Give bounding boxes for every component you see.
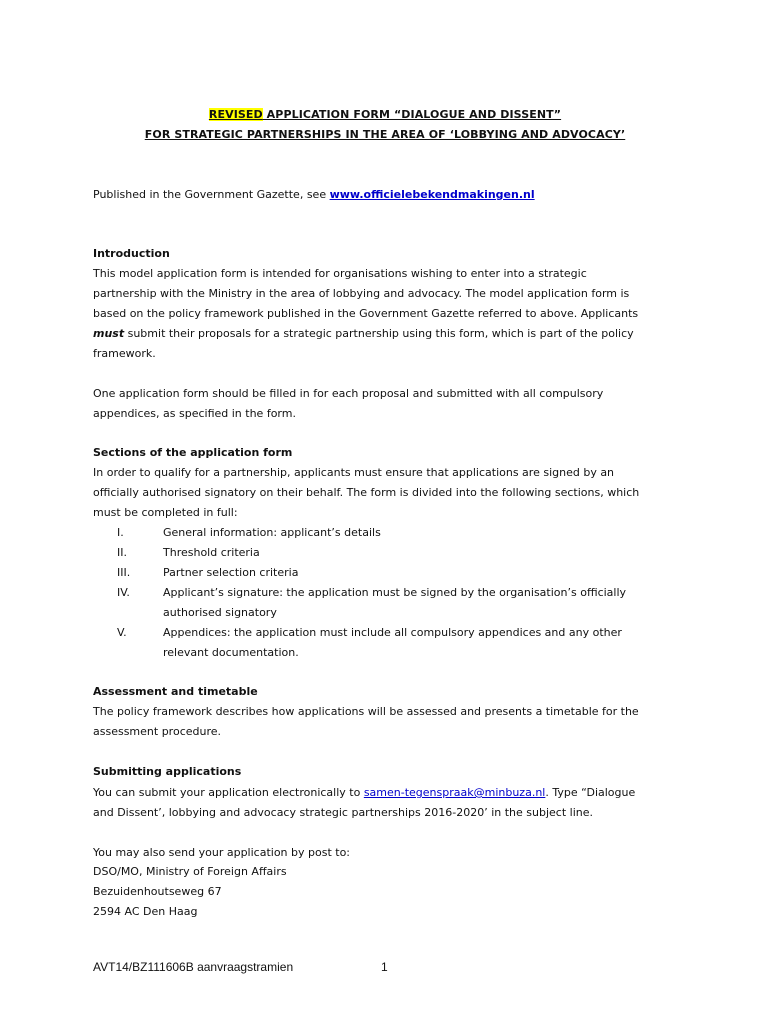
assessment-line-1: The policy framework describes how applications will be assessed and presents a timetable for the <box>93 705 639 718</box>
intro-line-5: framework. <box>93 347 156 360</box>
revised-highlight: REVISED <box>208 108 263 121</box>
submitting-heading: Submitting applications <box>93 765 242 778</box>
form-title-rest: APPLICATION FORM “DIALOGUE AND DISSENT” <box>262 108 562 121</box>
introduction-heading: Introduction <box>93 247 170 260</box>
list-item-number: IV. <box>117 586 130 599</box>
submitting-prefix: You can submit your application electronically to <box>93 786 364 799</box>
footer-page-number: 1 <box>381 960 388 974</box>
list-item: Partner selection criteria <box>163 566 299 579</box>
footer-doc-reference: AVT14/BZ111606B aanvraagstramien <box>93 960 294 974</box>
intro-p2-line-1: One application form should be filled in for each proposal and submitted with all compulsory <box>93 387 604 400</box>
submitting-line-1 <box>93 786 635 800</box>
submitting-suffix: . Type “Dialogue <box>545 786 636 799</box>
assessment-heading: Assessment and timetable <box>93 685 258 698</box>
form-title-line-2: FOR STRATEGIC PARTNERSHIPS IN THE AREA OF ‘LOBBYING AND ADVOCACY’ <box>144 128 626 141</box>
list-item: Threshold criteria <box>163 546 260 559</box>
published-line <box>93 188 535 202</box>
intro-line-2: partnership with the Ministry in the area of lobbying and advocacy. The model application form is <box>93 287 630 300</box>
must-emphasis: must <box>93 327 125 340</box>
list-item-number: II. <box>117 546 127 559</box>
sections-line-3: must be completed in full: <box>93 506 238 519</box>
address-line-3: 2594 AC Den Haag <box>93 905 198 918</box>
list-item-number: I. <box>117 526 124 539</box>
intro-line-4-rest: submit their proposals for a strategic partnership using this form, which is part of the policy <box>124 327 634 340</box>
submitting-line-2: and Dissent’, lobbying and advocacy strategic partnerships 2016-2020’ in the subject line. <box>93 806 593 819</box>
sections-line-1: In order to qualify for a partnership, applicants must ensure that applications are signed by an <box>93 466 615 479</box>
post-intro: You may also send your application by post to: <box>93 846 351 859</box>
assessment-line-2: assessment procedure. <box>93 725 222 738</box>
intro-p2-line-2: appendices, as specified in the form. <box>93 407 296 420</box>
published-prefix: Published in the Government Gazette, see <box>93 188 330 201</box>
form-title-line-1 <box>0 108 770 121</box>
address-line-1: DSO/MO, Ministry of Foreign Affairs <box>93 865 287 878</box>
sections-line-2: officially authorised signatory on their behalf. The form is divided into the following sections, which <box>93 486 640 499</box>
intro-line-1: This model application form is intended for organisations wishing to enter into a strategic <box>93 267 587 280</box>
intro-line-3: based on the policy framework published in the Government Gazette referred to above. Applicants <box>93 307 639 320</box>
list-item-continuation: authorised signatory <box>163 606 277 619</box>
list-item-continuation: relevant documentation. <box>163 646 299 659</box>
list-item-number: III. <box>117 566 131 579</box>
list-item: General information: applicant’s details <box>163 526 381 539</box>
list-item: Applicant’s signature: the application must be signed by the organisation’s officially <box>163 586 627 599</box>
address-line-2: Bezuidenhoutseweg 67 <box>93 885 222 898</box>
list-item-number: V. <box>117 626 127 639</box>
email-link[interactable]: samen-tegenspraak@minbuza.nl <box>363 786 546 799</box>
sections-heading: Sections of the application form <box>93 446 293 459</box>
intro-line-4 <box>93 327 634 341</box>
list-item: Appendices: the application must include all compulsory appendices and any other <box>163 626 622 639</box>
gazette-link[interactable]: www.officielebekendmakingen.nl <box>329 188 535 201</box>
